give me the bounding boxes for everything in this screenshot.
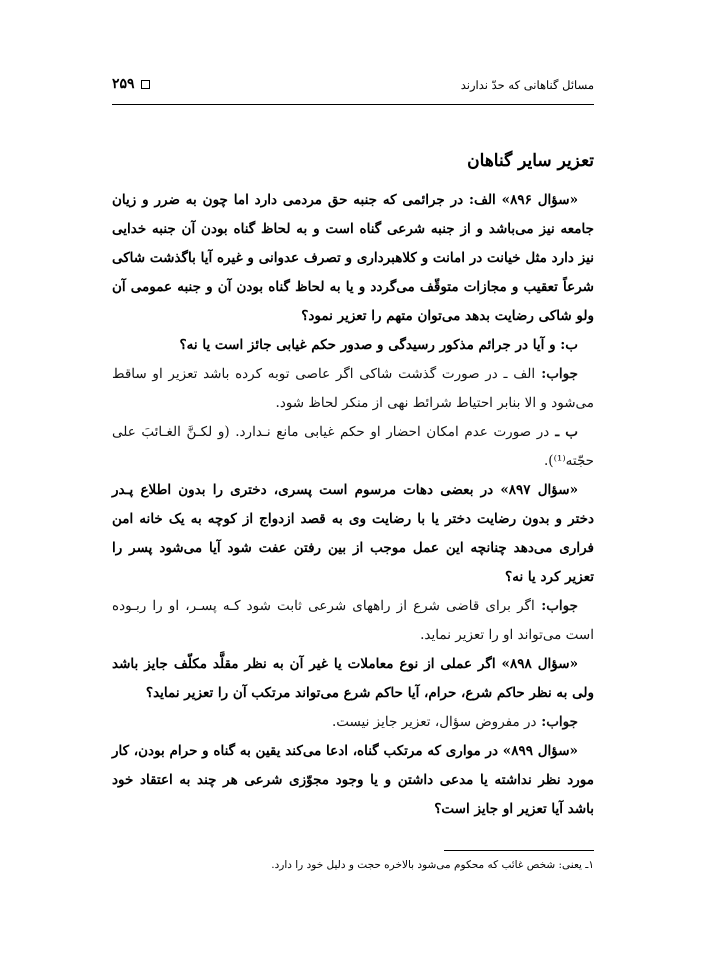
question-text: الف: در جرائمی که جنبه حق مردمی دارد اما چون به ضرر و زیان جامعه نیز می‌باشد و از جنبه شرعی گناه است و به لحاظ گناه بودن آن جنبه خدایی نیز دارد مثل خیانت در امانت و کلاهبرداری و تصرف عدوانی و غیره آیا باگذشت شاکی شرعاً تعقیب و مجازات متوقّف می‌گردد و یا به لحاظ گناه بودن آن و جنبه عمومی آن ولو شاکی رضایت بدهد می‌توان متهم را تعزیر نمود؟ [112,192,594,324]
answer-label: ب ـ [549,424,578,440]
answer-text: اگر برای قاضی شرع از راههای شرعی ثابت شود کـه پسـر، او را ربـوده است می‌تواند او را تعزیر نماید. [112,598,594,643]
answer-text: الف ـ در صورت گذشت شاکی اگر عاصی توبه کرده باشد تعزیر او ساقط می‌شود و الا بنابر احتیاط شرائط نهی از منکر لحاظ شود. [112,366,594,411]
square-ornament-icon [141,80,150,89]
question-text: ب: و آیا در جرائم مذکور رسیدگی و صدور حکم غیابی جائز است یا نه؟ [179,337,578,353]
answer-897 [112,592,594,650]
footnote: ۱ـ یعنی: شخص غائب که محکوم می‌شود بالاخره حجت و دلیل خود را دارد. [271,859,594,871]
question-896-b [112,331,594,360]
question-text: در مواری که مرتکب گناه، ادعا می‌کند یقین به گناه و حرام بودن، کار مورد نظر نداشته یا مدعی داشتن و یا وجود مجوّزی شرعی هر چند به اعتقاد خود باشد آیا تعزیر او جایز است؟ [112,743,594,817]
section-title: تعزیر سایر گناهان [467,151,594,171]
question-text: در بعضی دهات مرسوم است پسری، دختری را بدون اطلاع پـدر دختر و بدون رضایت دختر یا با رضایت وی به قصد ازدواج از کوچه به یک خانه امن فراری می‌دهد چنانچه این عمل موجب از بین رفتن عفت شود آیا می‌شود پسر را تعزیر کرد یا نه؟ [112,482,594,585]
question-898 [112,650,594,708]
answer-text: در صورت عدم امکان احضار او حکم غیابی مانع نـدارد. (و لکـنَّ الغـائبَ علی حجّته⁽¹⁾). [112,424,594,469]
answer-label: جواب: [534,598,578,614]
page-header [112,76,594,98]
answer-896-a [112,360,594,418]
question-896-a [112,186,594,331]
question-897 [112,476,594,592]
question-text: اگر عملی از نوع معاملات یا غیر آن به نظر مقلَّد مکلّف جایز باشد ولی به نظر حاکم شرع، حرام، آیا حاکم شرع می‌تواند مرتکب آن را تعزیر نماید؟ [112,656,594,701]
page-number-group [112,76,150,92]
footnote-rule [444,850,594,851]
question-label: «سؤال ۸۹۹» [498,743,578,759]
question-label: «سؤال ۸۹۸» [495,656,579,672]
running-title: مسائل گناهانی که حدّ ندارند [460,78,594,92]
header-rule [112,104,594,105]
question-899 [112,737,594,824]
main-text [112,146,594,824]
answer-label: جواب: [536,714,578,730]
answer-898 [112,708,594,737]
page-number: ۲۵۹ [112,76,135,92]
answer-896-b [112,418,594,476]
answer-text: در مفروض سؤال، تعزیر جایز نیست. [331,714,537,730]
question-label: «سؤال ۸۹۶» [495,192,579,208]
answer-label: جواب: [535,366,578,382]
question-label: «سؤال ۸۹۷» [493,482,579,498]
